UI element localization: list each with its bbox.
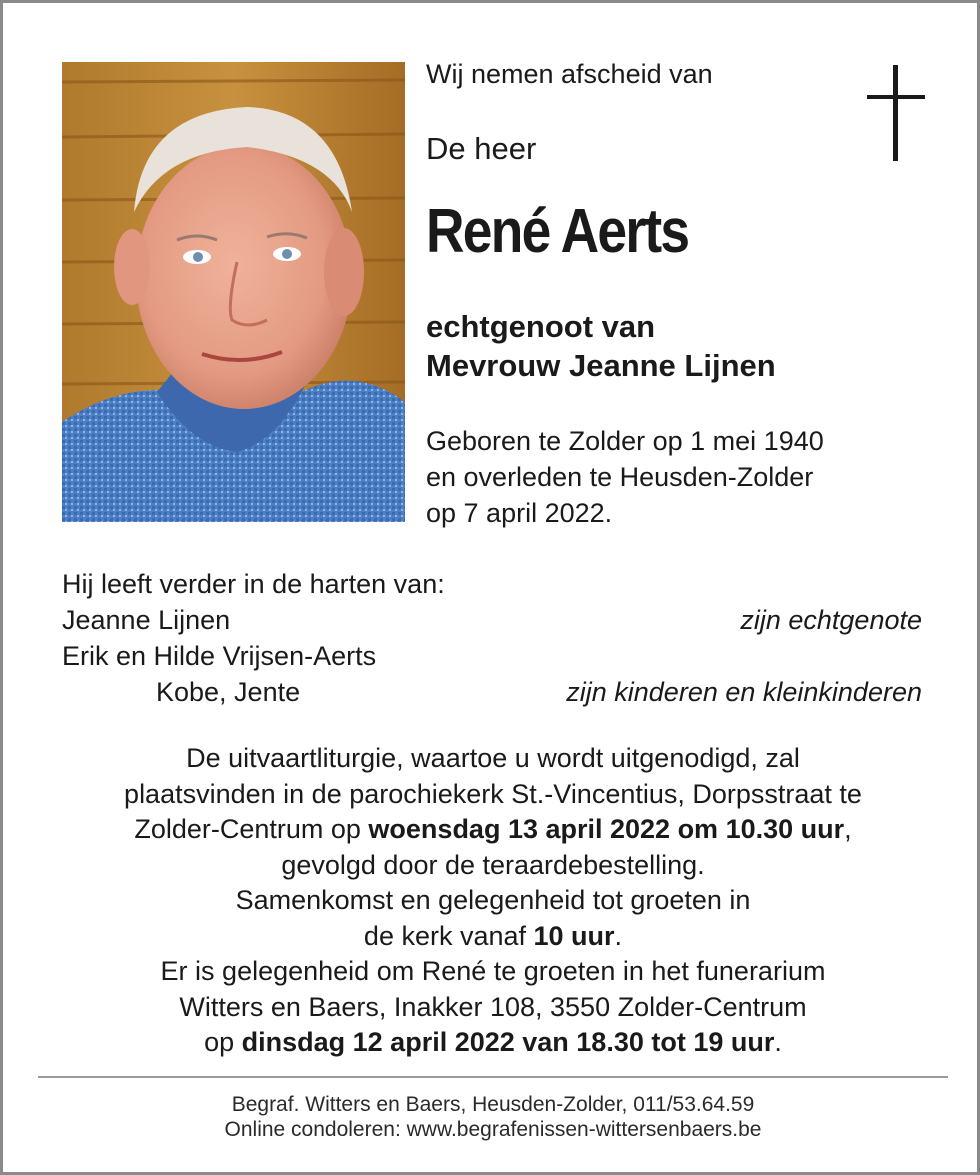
- family-heading: Hij leeft verder in de harten van:: [62, 569, 445, 599]
- condolence-link[interactable]: Online condoleren: www.begrafenissen-wittersenbaers.be: [224, 1118, 762, 1141]
- ceremony-line: Samenkomst en gelegenheid tot groeten in: [235, 885, 751, 915]
- spouse-line-2: Mevrouw Jeanne Lijnen: [426, 348, 776, 383]
- life-line-3: op 7 april 2022.: [426, 498, 613, 528]
- life-line-1: Geboren te Zolder op 1 mei 1940: [426, 426, 824, 456]
- ceremony-line: [33, 812, 953, 848]
- ceremony-line: plaatsvinden in de parochiekerk St.-Vincentius, Dorpsstraat te: [124, 778, 862, 809]
- gathering-time: 10 uur: [533, 920, 615, 951]
- deceased-name: René Aerts: [426, 197, 689, 266]
- ceremony-line: Er is gelegenheid om René te groeten in het funerarium: [160, 956, 826, 986]
- ceremony-line: Witters en Baers, Inakker 108, 3550 Zolder-Centrum: [179, 991, 807, 1022]
- family-row: [62, 638, 922, 674]
- family-row: [62, 674, 922, 710]
- funeral-home-info: Begraf. Witters en Baers, Heusden-Zolder, 011/53.64.59: [231, 1093, 755, 1116]
- family-row: [62, 602, 922, 638]
- ceremony-text: ,: [844, 814, 852, 844]
- ceremony-text: Zolder-Centrum op: [134, 814, 369, 844]
- intro-text: Wij nemen afscheid van: [426, 59, 713, 89]
- family-names: Jeanne Lijnen: [62, 605, 231, 635]
- life-line-2: en overleden te Heusden-Zolder: [426, 462, 814, 492]
- family-relation: zijn kinderen en kleinkinderen: [566, 677, 922, 707]
- life-dates: [426, 423, 824, 531]
- honorific: De heer: [426, 131, 537, 166]
- ceremony-details: [33, 741, 953, 1061]
- ceremony-line: [33, 1025, 953, 1061]
- ceremony-text: .: [774, 1027, 782, 1057]
- footer-divider: [38, 1076, 948, 1078]
- funeral-date: woensdag 13 april 2022 om 10.30 uur: [368, 814, 845, 844]
- family-list: [62, 566, 922, 710]
- ceremony-text: op: [204, 1027, 242, 1057]
- family-names: Kobe, Jente: [156, 677, 301, 707]
- ceremony-line: [33, 919, 953, 955]
- footer: [38, 1092, 948, 1142]
- visitation-date: dinsdag 12 april 2022 van 18.30 tot 19 uur: [241, 1027, 775, 1057]
- cross-icon: [867, 65, 925, 161]
- ceremony-text: .: [614, 920, 623, 951]
- family-relation: zijn echtgenote: [740, 605, 922, 635]
- spouse-line-1: echtgenoot van: [426, 309, 656, 344]
- ceremony-text: de kerk vanaf: [363, 920, 534, 951]
- ceremony-line: gevolgd door de teraardebestelling.: [281, 849, 705, 880]
- family-names: Erik en Hilde Vrijsen-Aerts: [62, 641, 377, 671]
- spouse-block: [426, 307, 776, 385]
- ceremony-line: De uitvaartliturgie, waartoe u wordt uitgenodigd, zal: [186, 743, 800, 773]
- portrait-photo: [62, 62, 405, 522]
